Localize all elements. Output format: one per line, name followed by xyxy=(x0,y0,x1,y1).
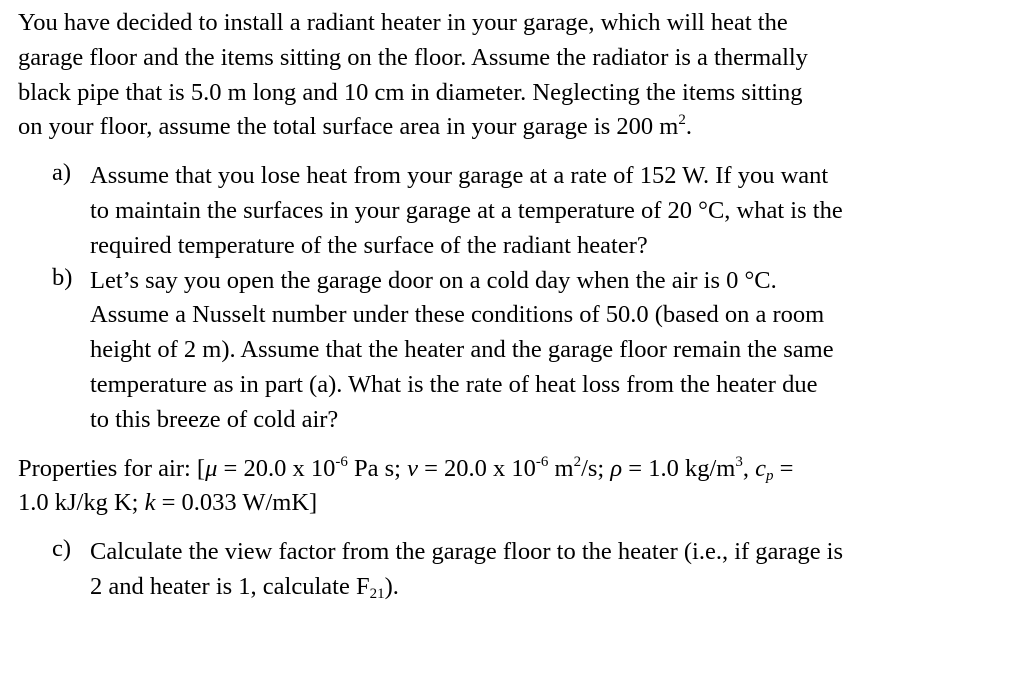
intro-text: . xyxy=(685,113,692,141)
properties-text: = 1.0 kg/m xyxy=(622,454,736,482)
part-label: a) xyxy=(52,159,72,187)
subscript: p xyxy=(765,467,774,484)
question-line: required temperature of the surface of the radiant heater? xyxy=(90,231,648,259)
question-part-a xyxy=(18,159,1008,263)
properties-text: 1.0 kJ/kg K; xyxy=(18,489,145,517)
symbol-nu: ν xyxy=(407,454,418,482)
properties-text: = 20.0 x 10 xyxy=(217,454,336,482)
question-line xyxy=(90,570,1008,605)
question-line: to maintain the surfaces in your garage at a temperature of 20 °C, what is the xyxy=(90,196,843,224)
intro-line: You have decided to install a radiant heater in your garage, which will heat the xyxy=(18,9,788,36)
properties-text: Properties for air: [ xyxy=(18,454,206,482)
question-part-c xyxy=(18,535,1008,605)
intro-line: garage floor and the items sitting on the floor. Assume the radiator is a thermally xyxy=(18,43,808,71)
superscript: -6 xyxy=(535,453,549,470)
question-text: ). xyxy=(384,572,399,600)
superscript: -6 xyxy=(335,453,348,470)
intro-line: black pipe that is 5.0 m long and 10 cm in diameter. Neglecting the items sitting xyxy=(18,78,803,106)
subscript: 21 xyxy=(369,585,385,602)
question-text: 2 and heater is 1, calculate F xyxy=(90,572,370,600)
question-part-b xyxy=(18,264,1008,438)
properties-text: m xyxy=(548,454,574,482)
problem-document xyxy=(18,6,1008,605)
symbol-mu: μ xyxy=(205,454,218,482)
part-label: c) xyxy=(52,535,72,563)
question-line: height of 2 m). Assume that the heater and the garage floor remain the same xyxy=(90,336,834,364)
properties-line xyxy=(18,452,1008,487)
question-line: temperature as in part (a). What is the rate of heat loss from the heater due xyxy=(90,370,818,398)
properties-text: = 20.0 x 10 xyxy=(417,454,536,482)
superscript: 3 xyxy=(735,453,743,470)
air-properties xyxy=(18,452,1008,522)
symbol-k: k xyxy=(144,489,156,517)
intro-text: on your floor, assume the total surface area in your garage is 200 m xyxy=(18,113,679,141)
question-line: Assume that you lose heat from your garage at a rate of 152 W. If you want xyxy=(90,162,829,190)
superscript: 2 xyxy=(573,453,582,470)
part-label: b) xyxy=(52,263,73,291)
properties-text: /s; xyxy=(581,454,611,482)
symbol-rho: ρ xyxy=(610,454,623,482)
intro-paragraph xyxy=(18,6,1008,145)
question-line: Calculate the view factor from the garage floor to the heater (i.e., if garage is xyxy=(90,538,844,566)
properties-text: = 0.033 W/mK] xyxy=(155,489,318,517)
intro-line xyxy=(18,110,1008,145)
question-line: Let’s say you open the garage door on a cold day when the air is 0 °C. xyxy=(90,266,777,294)
properties-line xyxy=(18,486,1008,521)
superscript: 2 xyxy=(678,112,686,129)
properties-text: , xyxy=(742,454,756,482)
properties-text: = xyxy=(773,454,794,482)
symbol-cp: c xyxy=(755,454,766,482)
question-line: to this breeze of cold air? xyxy=(90,405,339,433)
question-line: Assume a Nusselt number under these conditions of 50.0 (based on a room xyxy=(90,301,825,329)
properties-text: Pa s; xyxy=(347,454,408,482)
